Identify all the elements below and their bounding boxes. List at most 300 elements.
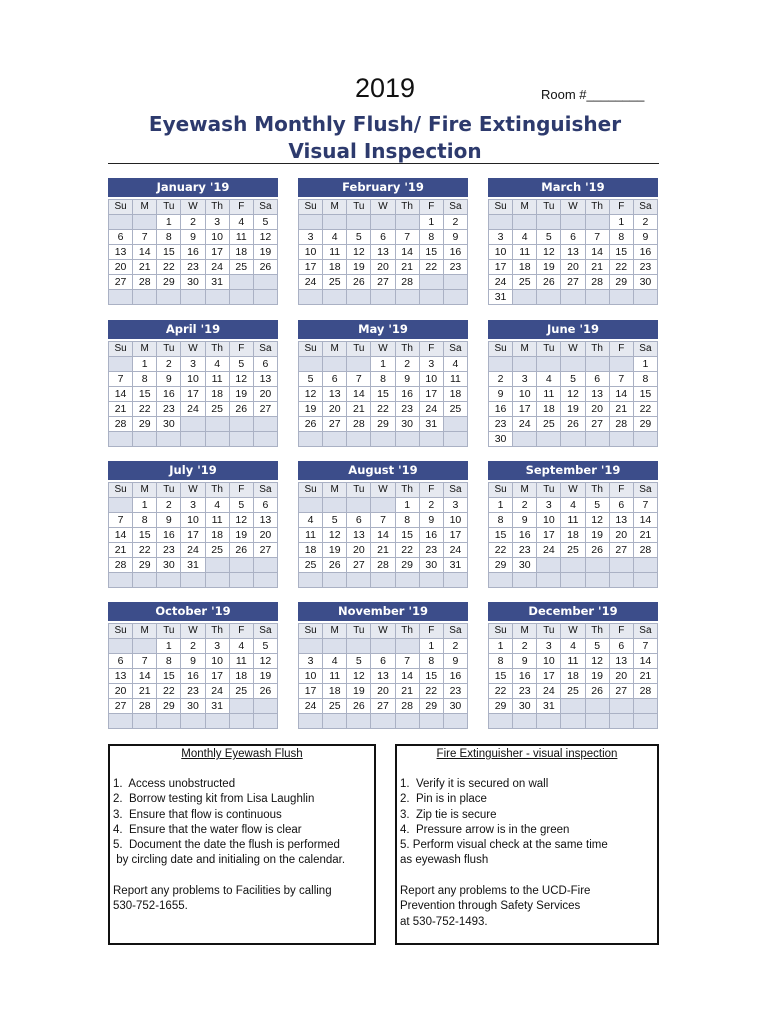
day-cell: 17: [537, 669, 560, 683]
day-cell: 10: [206, 654, 229, 668]
day-cell: 11: [537, 387, 560, 401]
empty-day-cell: [109, 573, 132, 587]
day-cell: 22: [634, 402, 657, 416]
day-cell: 27: [109, 699, 132, 713]
day-cell: 27: [347, 558, 370, 572]
empty-day-cell: [586, 558, 609, 572]
fire-step: 1. Verify it is secured on wall: [400, 778, 549, 790]
month-calendar-5: [298, 320, 468, 447]
empty-day-cell: [347, 215, 370, 229]
day-cell: 24: [489, 275, 512, 289]
day-cell: 7: [396, 654, 419, 668]
empty-day-cell: [537, 290, 560, 304]
day-cell: 5: [347, 654, 370, 668]
weekday-label: Su: [109, 342, 132, 356]
empty-day-cell: [537, 357, 560, 371]
day-cell: 18: [206, 387, 229, 401]
day-cell: 20: [254, 528, 277, 542]
title-line-2: Visual Inspection: [288, 139, 482, 163]
day-cell: 14: [109, 387, 132, 401]
day-cell: 13: [254, 513, 277, 527]
day-cell: 4: [323, 654, 346, 668]
weekday-label: Tu: [347, 483, 370, 497]
empty-day-cell: [323, 432, 346, 446]
day-cell: 15: [157, 245, 180, 259]
empty-day-cell: [561, 714, 584, 728]
empty-day-cell: [299, 215, 322, 229]
day-cell: 7: [586, 230, 609, 244]
day-cell: 1: [396, 498, 419, 512]
day-cell: 31: [444, 558, 467, 572]
day-cell: 1: [371, 357, 394, 371]
day-cell: 9: [157, 372, 180, 386]
day-cell: 6: [347, 513, 370, 527]
weekday-label: Sa: [634, 342, 657, 356]
day-cell: 11: [299, 528, 322, 542]
empty-day-cell: [347, 357, 370, 371]
day-cell: 1: [157, 215, 180, 229]
weekday-label: Su: [109, 483, 132, 497]
weekday-label: F: [230, 342, 253, 356]
day-cell: 25: [299, 558, 322, 572]
day-cell: 6: [323, 372, 346, 386]
empty-day-cell: [371, 432, 394, 446]
empty-day-cell: [610, 573, 633, 587]
day-cell: 21: [634, 669, 657, 683]
day-cell: 7: [109, 372, 132, 386]
empty-day-cell: [444, 417, 467, 431]
day-cell: 25: [206, 543, 229, 557]
day-cell: 16: [634, 245, 657, 259]
day-cell: 10: [537, 654, 560, 668]
day-cell: 7: [610, 372, 633, 386]
fire-step: 5. Perform visual check at the same time: [400, 839, 608, 852]
day-cell: 5: [561, 372, 584, 386]
month-day-grid: [108, 341, 278, 447]
day-cell: 4: [561, 498, 584, 512]
day-cell: 3: [181, 498, 204, 512]
weekday-label: Tu: [347, 342, 370, 356]
eyewash-step: 3. Ensure that flow is continuous: [113, 808, 282, 821]
day-cell: 4: [513, 230, 536, 244]
empty-day-cell: [133, 432, 156, 446]
day-cell: 11: [561, 654, 584, 668]
day-cell: 2: [181, 639, 204, 653]
day-cell: 2: [420, 498, 443, 512]
empty-day-cell: [371, 215, 394, 229]
day-cell: 15: [420, 669, 443, 683]
day-cell: 29: [157, 275, 180, 289]
day-cell: 1: [420, 215, 443, 229]
day-cell: 25: [230, 260, 253, 274]
day-cell: 29: [396, 558, 419, 572]
day-cell: 30: [420, 558, 443, 572]
empty-day-cell: [371, 573, 394, 587]
day-cell: 9: [396, 372, 419, 386]
empty-day-cell: [323, 357, 346, 371]
day-cell: 3: [181, 357, 204, 371]
month-calendar-4: [108, 320, 278, 447]
day-cell: 9: [157, 513, 180, 527]
empty-day-cell: [371, 714, 394, 728]
empty-day-cell: [586, 699, 609, 713]
day-cell: 4: [444, 357, 467, 371]
day-cell: 8: [133, 513, 156, 527]
empty-day-cell: [347, 290, 370, 304]
day-cell: 13: [371, 245, 394, 259]
month-calendar-12: [488, 602, 658, 729]
day-cell: 12: [347, 669, 370, 683]
day-cell: 19: [230, 387, 253, 401]
empty-day-cell: [396, 714, 419, 728]
day-cell: 4: [323, 230, 346, 244]
day-cell: 19: [561, 402, 584, 416]
empty-day-cell: [109, 714, 132, 728]
empty-day-cell: [254, 275, 277, 289]
fire-report-line: Report any problems to the UCD-Fire: [400, 885, 591, 898]
day-cell: 7: [371, 513, 394, 527]
day-cell: 9: [489, 387, 512, 401]
day-cell: 6: [586, 372, 609, 386]
empty-day-cell: [489, 573, 512, 587]
day-cell: 1: [157, 639, 180, 653]
day-cell: 18: [323, 684, 346, 698]
month-calendar-2: [298, 178, 468, 305]
day-cell: 27: [254, 543, 277, 557]
day-cell: 31: [420, 417, 443, 431]
day-cell: 6: [371, 230, 394, 244]
empty-day-cell: [396, 215, 419, 229]
eyewash-step: 2. Borrow testing kit from Lisa Laughlin: [113, 793, 315, 806]
day-cell: 2: [444, 639, 467, 653]
day-cell: 2: [444, 215, 467, 229]
day-cell: 24: [206, 260, 229, 274]
day-cell: 23: [181, 260, 204, 274]
empty-day-cell: [109, 639, 132, 653]
day-cell: 26: [561, 417, 584, 431]
day-cell: 14: [396, 669, 419, 683]
empty-day-cell: [181, 290, 204, 304]
month-day-grid: [108, 623, 278, 729]
day-cell: 8: [489, 513, 512, 527]
month-title: December '19: [488, 602, 658, 621]
day-cell: 8: [634, 372, 657, 386]
day-cell: 10: [299, 669, 322, 683]
day-cell: 25: [444, 402, 467, 416]
month-title: April '19: [108, 320, 278, 339]
day-cell: 3: [444, 498, 467, 512]
weekday-label: F: [230, 483, 253, 497]
day-cell: 17: [181, 387, 204, 401]
weekday-label: Th: [586, 200, 609, 214]
day-cell: 4: [230, 215, 253, 229]
empty-day-cell: [444, 714, 467, 728]
weekday-label: F: [610, 483, 633, 497]
day-cell: 7: [133, 230, 156, 244]
day-cell: 30: [157, 558, 180, 572]
day-cell: 23: [444, 684, 467, 698]
weekday-label: Tu: [537, 624, 560, 638]
day-cell: 5: [323, 513, 346, 527]
day-cell: 10: [537, 513, 560, 527]
weekday-label: Sa: [634, 483, 657, 497]
day-cell: 11: [206, 372, 229, 386]
day-cell: 3: [537, 498, 560, 512]
eyewash-report-line: Report any problems to Facilities by calling: [113, 885, 332, 898]
empty-day-cell: [181, 417, 204, 431]
day-cell: 10: [444, 513, 467, 527]
room-number-field: Room #________: [541, 87, 645, 102]
day-cell: 29: [489, 699, 512, 713]
day-cell: 7: [109, 513, 132, 527]
day-cell: 14: [109, 528, 132, 542]
empty-day-cell: [634, 432, 657, 446]
day-cell: 21: [133, 684, 156, 698]
empty-day-cell: [109, 498, 132, 512]
empty-day-cell: [586, 215, 609, 229]
day-cell: 30: [181, 699, 204, 713]
day-cell: 13: [610, 654, 633, 668]
day-cell: 14: [396, 245, 419, 259]
day-cell: 7: [396, 230, 419, 244]
month-title: September '19: [488, 461, 658, 480]
day-cell: 12: [586, 513, 609, 527]
empty-day-cell: [586, 573, 609, 587]
empty-day-cell: [586, 290, 609, 304]
day-cell: 22: [133, 543, 156, 557]
empty-day-cell: [513, 432, 536, 446]
weekday-label: M: [323, 483, 346, 497]
day-cell: 26: [586, 684, 609, 698]
day-cell: 26: [323, 558, 346, 572]
empty-day-cell: [420, 275, 443, 289]
weekday-label: W: [561, 342, 584, 356]
empty-day-cell: [634, 290, 657, 304]
empty-day-cell: [561, 357, 584, 371]
weekday-label: Sa: [254, 624, 277, 638]
day-cell: 8: [396, 513, 419, 527]
day-cell: 8: [133, 372, 156, 386]
empty-day-cell: [254, 558, 277, 572]
day-cell: 21: [396, 684, 419, 698]
fire-step: 3. Zip tie is secure: [400, 808, 497, 821]
weekday-label: Sa: [254, 200, 277, 214]
day-cell: 9: [513, 513, 536, 527]
weekday-label: Tu: [537, 342, 560, 356]
day-cell: 9: [444, 230, 467, 244]
weekday-label: Sa: [634, 624, 657, 638]
month-day-grid: [298, 199, 468, 305]
day-cell: 31: [181, 558, 204, 572]
day-cell: 8: [157, 230, 180, 244]
empty-day-cell: [444, 432, 467, 446]
weekday-label: Su: [109, 200, 132, 214]
weekday-label: Th: [396, 342, 419, 356]
day-cell: 23: [157, 543, 180, 557]
day-cell: 20: [610, 528, 633, 542]
day-cell: 12: [254, 654, 277, 668]
weekday-label: Sa: [634, 200, 657, 214]
day-cell: 4: [206, 498, 229, 512]
day-cell: 17: [206, 245, 229, 259]
weekday-label: W: [561, 483, 584, 497]
month-day-grid: [108, 199, 278, 305]
day-cell: 8: [610, 230, 633, 244]
month-calendar-11: [298, 602, 468, 729]
day-cell: 20: [371, 260, 394, 274]
month-title: July '19: [108, 461, 278, 480]
empty-day-cell: [323, 215, 346, 229]
weekday-label: W: [181, 624, 204, 638]
empty-day-cell: [299, 498, 322, 512]
empty-day-cell: [396, 573, 419, 587]
month-calendar-8: [298, 461, 468, 588]
empty-day-cell: [513, 573, 536, 587]
day-cell: 18: [206, 528, 229, 542]
day-cell: 22: [396, 543, 419, 557]
day-cell: 13: [254, 372, 277, 386]
day-cell: 19: [230, 528, 253, 542]
day-cell: 20: [371, 684, 394, 698]
day-cell: 28: [396, 699, 419, 713]
day-cell: 15: [489, 669, 512, 683]
day-cell: 20: [561, 260, 584, 274]
eyewash-step: 5. Document the date the flush is performed: [113, 839, 340, 852]
month-title: May '19: [298, 320, 468, 339]
empty-day-cell: [347, 432, 370, 446]
day-cell: 28: [109, 558, 132, 572]
day-cell: 16: [396, 387, 419, 401]
empty-day-cell: [323, 573, 346, 587]
day-cell: 24: [444, 543, 467, 557]
weekday-label: Tu: [537, 483, 560, 497]
weekday-label: Sa: [444, 200, 467, 214]
month-day-grid: [298, 482, 468, 588]
day-cell: 19: [254, 669, 277, 683]
day-cell: 9: [444, 654, 467, 668]
day-cell: 19: [347, 684, 370, 698]
document-title: [0, 111, 770, 165]
day-cell: 13: [323, 387, 346, 401]
weekday-label: W: [371, 624, 394, 638]
day-cell: 26: [537, 275, 560, 289]
day-cell: 13: [561, 245, 584, 259]
eyewash-step: 1. Access unobstructed: [113, 778, 236, 790]
month-calendar-7: [108, 461, 278, 588]
day-cell: 19: [537, 260, 560, 274]
day-cell: 26: [230, 543, 253, 557]
day-cell: 16: [181, 245, 204, 259]
day-cell: 16: [444, 245, 467, 259]
day-cell: 29: [157, 699, 180, 713]
day-cell: 15: [489, 528, 512, 542]
day-cell: 14: [610, 387, 633, 401]
day-cell: 9: [181, 654, 204, 668]
day-cell: 21: [610, 402, 633, 416]
day-cell: 2: [634, 215, 657, 229]
empty-day-cell: [230, 290, 253, 304]
day-cell: 10: [420, 372, 443, 386]
day-cell: 23: [489, 417, 512, 431]
day-cell: 5: [347, 230, 370, 244]
day-cell: 11: [230, 654, 253, 668]
day-cell: 12: [347, 245, 370, 259]
empty-day-cell: [610, 714, 633, 728]
month-day-grid: [298, 623, 468, 729]
day-cell: 29: [133, 558, 156, 572]
day-cell: 17: [537, 528, 560, 542]
day-cell: 12: [230, 372, 253, 386]
day-cell: 9: [634, 230, 657, 244]
weekday-label: Th: [396, 200, 419, 214]
empty-day-cell: [444, 573, 467, 587]
day-cell: 20: [347, 543, 370, 557]
weekday-label: Sa: [444, 624, 467, 638]
day-cell: 31: [537, 699, 560, 713]
day-cell: 3: [420, 357, 443, 371]
weekday-label: Su: [299, 342, 322, 356]
day-cell: 6: [254, 498, 277, 512]
weekday-label: Th: [206, 342, 229, 356]
weekday-label: Su: [109, 624, 132, 638]
day-cell: 1: [133, 357, 156, 371]
day-cell: 19: [299, 402, 322, 416]
day-cell: 1: [133, 498, 156, 512]
day-cell: 28: [586, 275, 609, 289]
day-cell: 17: [444, 528, 467, 542]
day-cell: 30: [513, 699, 536, 713]
day-cell: 27: [561, 275, 584, 289]
day-cell: 8: [371, 372, 394, 386]
day-cell: 30: [513, 558, 536, 572]
day-cell: 14: [133, 245, 156, 259]
year-heading: 2019: [354, 73, 416, 103]
empty-day-cell: [489, 215, 512, 229]
weekday-label: M: [323, 624, 346, 638]
empty-day-cell: [561, 432, 584, 446]
month-calendar-9: [488, 461, 658, 588]
empty-day-cell: [323, 639, 346, 653]
empty-day-cell: [323, 290, 346, 304]
day-cell: 24: [513, 417, 536, 431]
day-cell: 4: [299, 513, 322, 527]
empty-day-cell: [513, 714, 536, 728]
day-cell: 13: [610, 513, 633, 527]
day-cell: 2: [181, 215, 204, 229]
day-cell: 17: [181, 528, 204, 542]
day-cell: 21: [371, 543, 394, 557]
month-day-grid: [488, 199, 658, 305]
day-cell: 25: [537, 417, 560, 431]
empty-day-cell: [206, 417, 229, 431]
eyewash-report-note: [113, 884, 371, 915]
empty-day-cell: [444, 290, 467, 304]
weekday-label: Th: [396, 483, 419, 497]
day-cell: 16: [513, 528, 536, 542]
day-cell: 16: [157, 387, 180, 401]
day-cell: 11: [206, 513, 229, 527]
day-cell: 17: [206, 669, 229, 683]
day-cell: 21: [347, 402, 370, 416]
day-cell: 18: [230, 245, 253, 259]
fire-report-line: Prevention through Safety Services: [400, 900, 581, 913]
day-cell: 20: [586, 402, 609, 416]
day-cell: 18: [561, 528, 584, 542]
day-cell: 27: [254, 402, 277, 416]
weekday-label: F: [610, 624, 633, 638]
day-cell: 10: [489, 245, 512, 259]
day-cell: 10: [513, 387, 536, 401]
